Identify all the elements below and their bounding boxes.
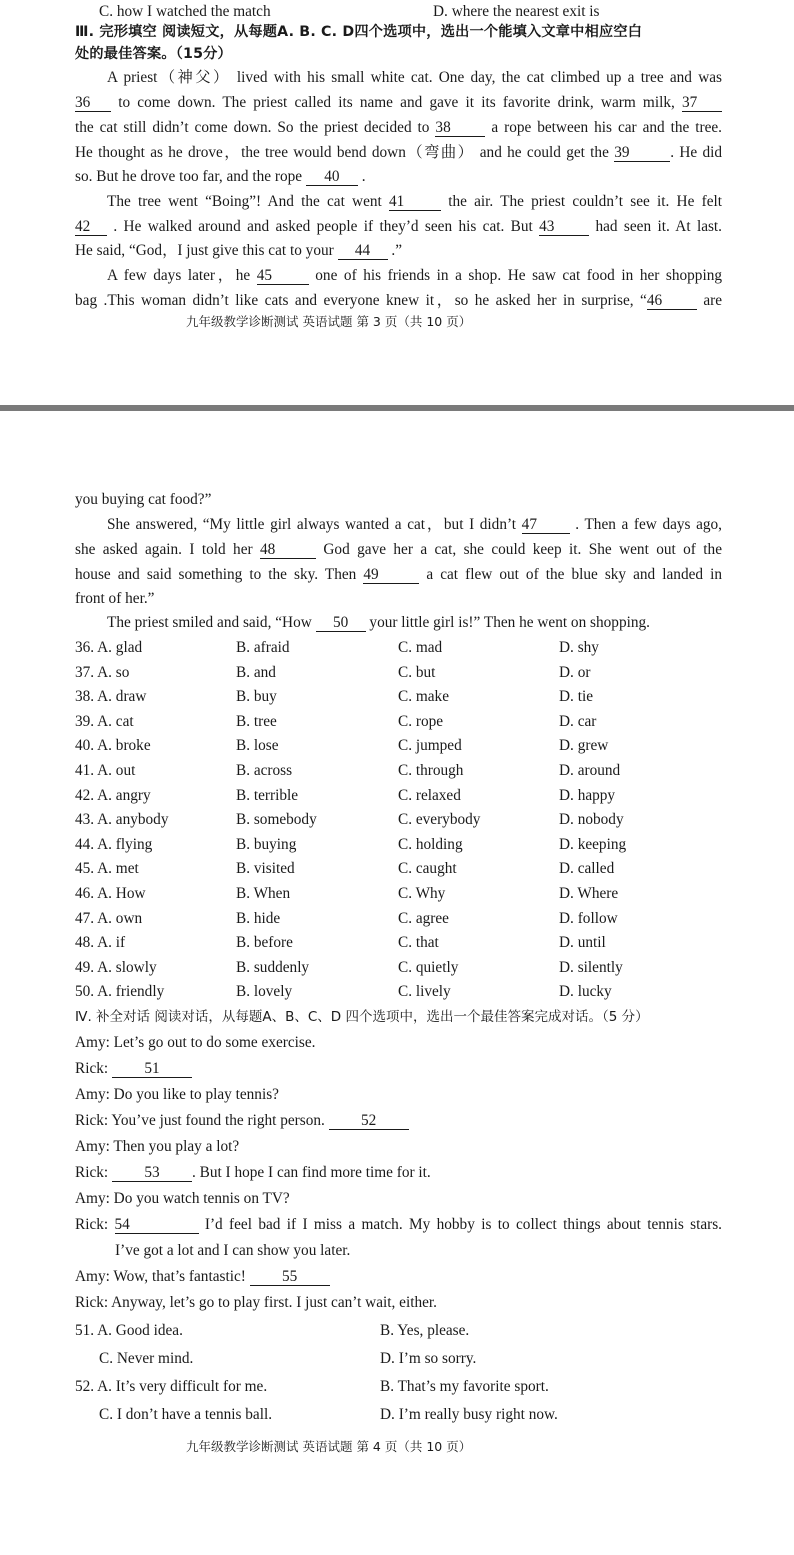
passage-line: The priest smiled and said, “How 50 your little girl is!” Then he went on shopping. — [107, 614, 650, 631]
question-option-a: 39. A. cat — [75, 712, 134, 730]
passage-line: bag .This woman didn’t like cats and everyone knew it，so he asked her in surprise, “46 are — [75, 292, 723, 309]
q52-option-c: C. I don’t have a tennis ball. — [99, 1406, 273, 1423]
option-d: D. nobody — [559, 811, 624, 829]
question-option-a: 40. A. broke — [75, 737, 151, 755]
blank-39: 39 — [614, 145, 670, 162]
exam-page-3 — [0, 0, 794, 405]
option-d: D. called — [559, 860, 615, 878]
blank-54: 54 — [115, 1217, 199, 1234]
blank-38: 38 — [435, 120, 485, 137]
passage-line: He thought as he drove，the tree would bend down（弯曲） and he could get the 39 . He did — [75, 144, 723, 161]
option-d: D. follow — [559, 909, 618, 927]
option-c: C. through — [398, 762, 464, 779]
question-option-a: 47. A. own — [75, 909, 143, 927]
option-b: B. terrible — [236, 786, 299, 804]
q52-option-a: 52. A. It’s very difficult for me. — [75, 1378, 268, 1395]
blank-43: 43 — [539, 219, 589, 236]
option-b: B. before — [236, 934, 293, 952]
option-b: B. afraid — [236, 639, 290, 656]
option-d: D. silently — [559, 958, 623, 976]
option-c: C. rope — [398, 712, 444, 730]
passage-line: she asked again. I told her 48 God gave her a cat, she could keep it. She went out of the — [75, 541, 722, 558]
question-option-a: 42. A. angry — [75, 786, 151, 804]
passage-line: The tree went “Boing”! And the cat went 41 the air. The priest couldn’t see it. He felt — [107, 193, 722, 210]
blank-44: 44 — [338, 243, 388, 260]
passage-line: 42 . He walked around and asked people if they’d seen his cat. But 43 had seen it. At last. — [75, 218, 723, 235]
prev-option-d: D. where the nearest exit is — [433, 3, 600, 20]
option-d: D. or — [559, 663, 591, 681]
option-b: B. buying — [236, 835, 297, 853]
option-c: C. quietly — [398, 958, 459, 976]
question-option-a: 49. A. slowly — [75, 958, 157, 976]
passage-line: front of her.” — [75, 590, 155, 607]
option-d: D. around — [559, 762, 621, 779]
blank-40: 40 — [306, 169, 358, 186]
dialog-line: Rick: 54 I’d feel bad if I miss a match. My hobby is to collect things about tennis stars. — [75, 1216, 722, 1233]
option-b: B. visited — [236, 860, 295, 878]
option-b: B. lose — [236, 737, 279, 755]
q51-option-a: 51. A. Good idea. — [75, 1322, 183, 1339]
dialog-line: I’ve got a lot and I can show you later. — [115, 1242, 351, 1259]
q51-option-d: D. I’m so sorry. — [380, 1350, 477, 1367]
option-c: C. holding — [398, 835, 463, 853]
passage-line: you buying cat food?” — [75, 491, 212, 508]
question-option-a: 37. A. so — [75, 663, 130, 681]
exam-page-4 — [0, 411, 794, 1555]
passage-line: so. But he drove too far, and the rope 40 . — [75, 168, 366, 185]
blank-41: 41 — [389, 194, 441, 211]
option-d: D. lucky — [559, 983, 612, 1001]
option-b: B. When — [236, 885, 291, 902]
option-c: C. caught — [398, 860, 457, 878]
blank-37: 37 — [682, 95, 722, 112]
option-b: B. lovely — [236, 983, 293, 1001]
option-c: C. Why — [398, 885, 446, 902]
blank-36: 36 — [75, 95, 111, 112]
question-option-a: 44. A. flying — [75, 835, 153, 853]
option-b: B. across — [236, 762, 293, 779]
option-c: C. that — [398, 934, 439, 952]
option-b: B. hide — [236, 909, 281, 927]
option-d: D. car — [559, 712, 597, 730]
option-c: C. make — [398, 688, 449, 706]
blank-53: 53 — [112, 1165, 192, 1182]
blank-48: 48 — [260, 542, 316, 559]
option-b: B. buy — [236, 688, 277, 706]
question-option-a: 43. A. anybody — [75, 811, 169, 829]
dialog-line: Rick: Anyway, let’s go to play first. I just can’t wait, either. — [75, 1294, 437, 1311]
dialog-line: Rick: 53 . But I hope I can find more time for it. — [75, 1164, 431, 1181]
option-d: D. shy — [559, 639, 599, 656]
dialog-line: Rick: You’ve just found the right person. 52 — [75, 1111, 722, 1131]
dialog-line: Amy: Let’s go out to do some exercise. — [75, 1034, 316, 1051]
section-3-title-cont: 处的最佳答案。（15分） — [75, 46, 232, 62]
question-option-a: 38. A. draw — [75, 688, 147, 706]
section-4-title: Ⅳ. 补全对话 阅读对话，从每题A、B、C、D 四个选项中，选出一个最佳答案完成对话。（5 分） — [75, 1009, 649, 1025]
option-d: D. tie — [559, 688, 593, 706]
dialog-line: Amy: Do you watch tennis on TV? — [75, 1190, 290, 1207]
passage-line: He said, “God，I just give this cat to your 44 .” — [75, 242, 403, 259]
option-c: C. mad — [398, 639, 443, 656]
dialog-line: Rick: 51 — [75, 1059, 722, 1079]
option-c: C. everybody — [398, 811, 481, 829]
blank-50: 50 — [316, 615, 366, 632]
question-option-a: 50. A. friendly — [75, 983, 165, 1001]
page-footer: 九年级教学诊断测试 英语试题 第 3 页（共 10 页） — [186, 314, 472, 329]
option-d: D. Where — [559, 885, 619, 902]
option-b: B. tree — [236, 712, 277, 730]
passage-line: 36 to come down. The priest called its name and gave it its favorite drink, warm milk, 37 — [75, 93, 722, 113]
passage-line: A few days later，he 45 one of his friends in a shop. He saw cat food in her shopping — [107, 267, 722, 284]
question-option-a: 46. A. How — [75, 885, 146, 902]
q51-option-c: C. Never mind. — [99, 1350, 194, 1367]
page-footer: 九年级教学诊断测试 英语试题 第 4 页（共 10 页） — [186, 1439, 472, 1454]
option-c: C. but — [398, 663, 436, 681]
option-b: B. somebody — [236, 811, 317, 829]
option-b: B. and — [236, 663, 276, 681]
blank-46: 46 — [647, 293, 697, 310]
passage-line: A priest（神父） lived with his small white cat. One day, the cat climbed up a tree and was — [107, 69, 722, 86]
question-option-a: 48. A. if — [75, 934, 126, 952]
section-3-title: Ⅲ. 完形填空 阅读短文，从每题A. B. C. D四个选项中，选出一个能填入文章中相应空白 — [75, 24, 643, 40]
q51-option-b: B. Yes, please. — [380, 1322, 470, 1339]
question-option-a: 36. A. glad — [75, 639, 143, 656]
option-c: C. jumped — [398, 737, 462, 755]
blank-45: 45 — [257, 268, 309, 285]
blank-55: 55 — [250, 1269, 330, 1286]
blank-49: 49 — [363, 567, 419, 584]
option-d: D. grew — [559, 737, 609, 755]
option-d: D. happy — [559, 786, 616, 804]
q52-option-d: D. I’m really busy right now. — [380, 1406, 558, 1423]
passage-line: She answered, “My little girl always wanted a cat，but I didn’t 47 . Then a few days ago, — [107, 516, 723, 533]
question-option-a: 45. A. met — [75, 860, 139, 878]
dialog-line: Amy: Then you play a lot? — [75, 1138, 240, 1155]
passage-line: the cat still didn’t come down. So the priest decided to 38 a rope between his car and the tree. — [75, 119, 722, 136]
option-b: B. suddenly — [236, 958, 310, 976]
dialog-line: Amy: Wow, that’s fantastic! 55 — [75, 1267, 722, 1287]
passage-line: house and said something to the sky. Then 49 a cat flew out of the blue sky and landed in — [75, 566, 722, 583]
option-c: C. agree — [398, 909, 449, 927]
blank-51: 51 — [112, 1061, 192, 1078]
option-d: D. keeping — [559, 835, 627, 853]
blank-42: 42 — [75, 219, 107, 236]
option-c: C. relaxed — [398, 786, 461, 804]
blank-52: 52 — [329, 1113, 409, 1130]
q52-option-b: B. That’s my favorite sport. — [380, 1378, 549, 1395]
option-c: C. lively — [398, 983, 451, 1001]
dialog-line: Amy: Do you like to play tennis? — [75, 1086, 279, 1103]
question-option-a: 41. A. out — [75, 762, 136, 779]
blank-47: 47 — [522, 517, 570, 534]
prev-option-c: C. how I watched the match — [99, 3, 271, 20]
option-d: D. until — [559, 934, 606, 952]
